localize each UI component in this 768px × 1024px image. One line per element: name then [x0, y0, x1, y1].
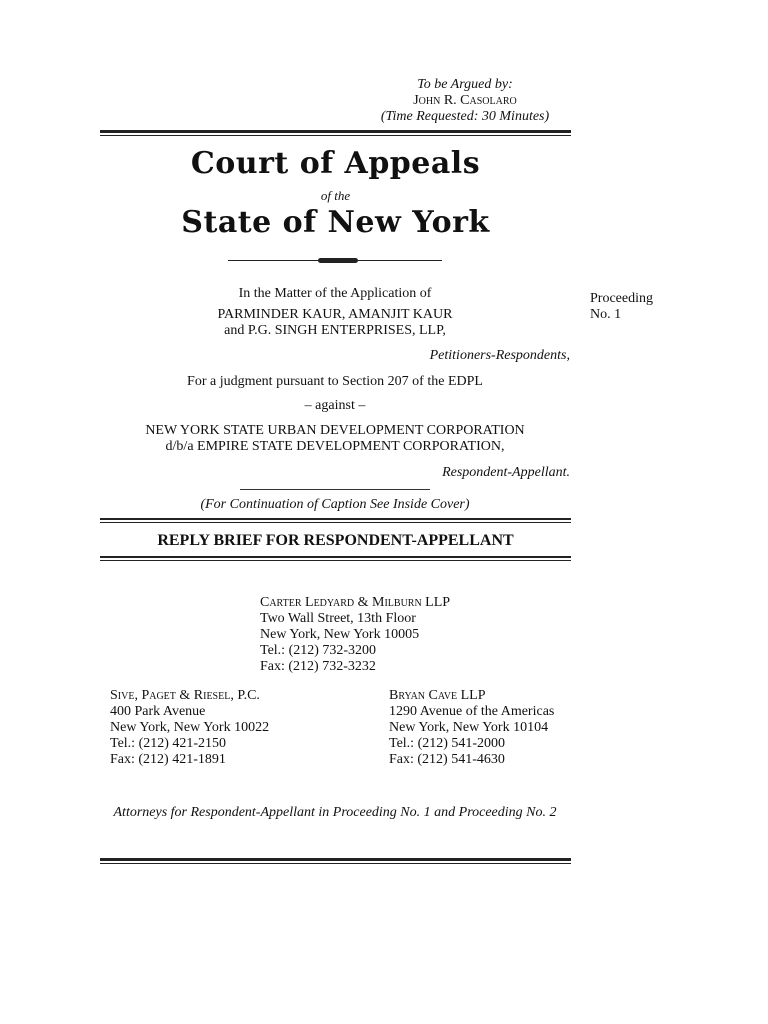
proceeding-note-line2: No. 1 — [590, 307, 622, 322]
court-name: Court of Appeals — [190, 146, 481, 181]
sive-address1: 400 Park Avenue — [110, 704, 206, 719]
footer-rule — [100, 858, 571, 864]
arguer-name: John R. Casolaro — [413, 93, 517, 108]
bryan-tel: Tel.: (212) 541-2000 — [389, 736, 506, 751]
petitioners-line1: PARMINDER KAUR, AMANJIT KAUR — [217, 307, 453, 322]
respondent-line2: d/b/a EMPIRE STATE DEVELOPMENT CORPORATION, — [165, 439, 505, 454]
continuation-note: (For Continuation of Caption See Inside Cover) — [200, 497, 470, 512]
argued-by-label: To be Argued by: — [417, 77, 513, 92]
respondent-role: Respondent-Appellant. — [442, 465, 570, 480]
bryan-name: Bryan Cave LLP — [389, 688, 486, 703]
matter-line: In the Matter of the Application of — [238, 286, 432, 301]
time-requested: (Time Requested: 30 Minutes) — [380, 109, 550, 124]
petitioners-role: Petitioners-Respondents, — [429, 348, 570, 363]
proceeding-note-line1: Proceeding — [590, 291, 653, 306]
against-line: – against – — [304, 398, 366, 413]
caption-divider — [240, 489, 430, 490]
sive-name: Sive, Paget & Riesel, P.C. — [110, 688, 260, 703]
carter-fax: Fax: (212) 732-3232 — [260, 659, 376, 674]
bryan-fax: Fax: (212) 541-4630 — [389, 752, 505, 767]
attorneys-for: Attorneys for Respondent-Appellant in Proceeding No. 1 and Proceeding No. 2 — [113, 805, 557, 820]
carter-tel: Tel.: (212) 732-3200 — [260, 643, 377, 658]
sive-fax: Fax: (212) 421-1891 — [110, 752, 226, 767]
header-rule — [100, 130, 571, 136]
carter-address1: Two Wall Street, 13th Floor — [260, 611, 416, 626]
court-state: State of New York — [181, 205, 490, 240]
carter-name: Carter Ledyard & Milburn LLP — [260, 595, 451, 610]
sive-tel: Tel.: (212) 421-2150 — [110, 736, 227, 751]
ornament-rule — [228, 257, 442, 265]
sive-address2: New York, New York 10022 — [110, 720, 270, 735]
court-of-the: of the — [320, 188, 351, 203]
petitioners-line2: and P.G. SINGH ENTERPRISES, LLP, — [224, 323, 446, 338]
bryan-address2: New York, New York 10104 — [389, 720, 549, 735]
brief-title: REPLY BRIEF FOR RESPONDENT-APPELLANT — [157, 532, 514, 549]
respondent-line1: NEW YORK STATE URBAN DEVELOPMENT CORPORATION — [145, 423, 525, 438]
bryan-address1: 1290 Avenue of the Americas — [389, 704, 555, 719]
carter-address2: New York, New York 10005 — [260, 627, 420, 642]
judgment-line: For a judgment pursuant to Section 207 of the EDPL — [187, 374, 483, 389]
title-rule-bottom — [100, 556, 571, 561]
title-rule-top — [100, 518, 571, 523]
